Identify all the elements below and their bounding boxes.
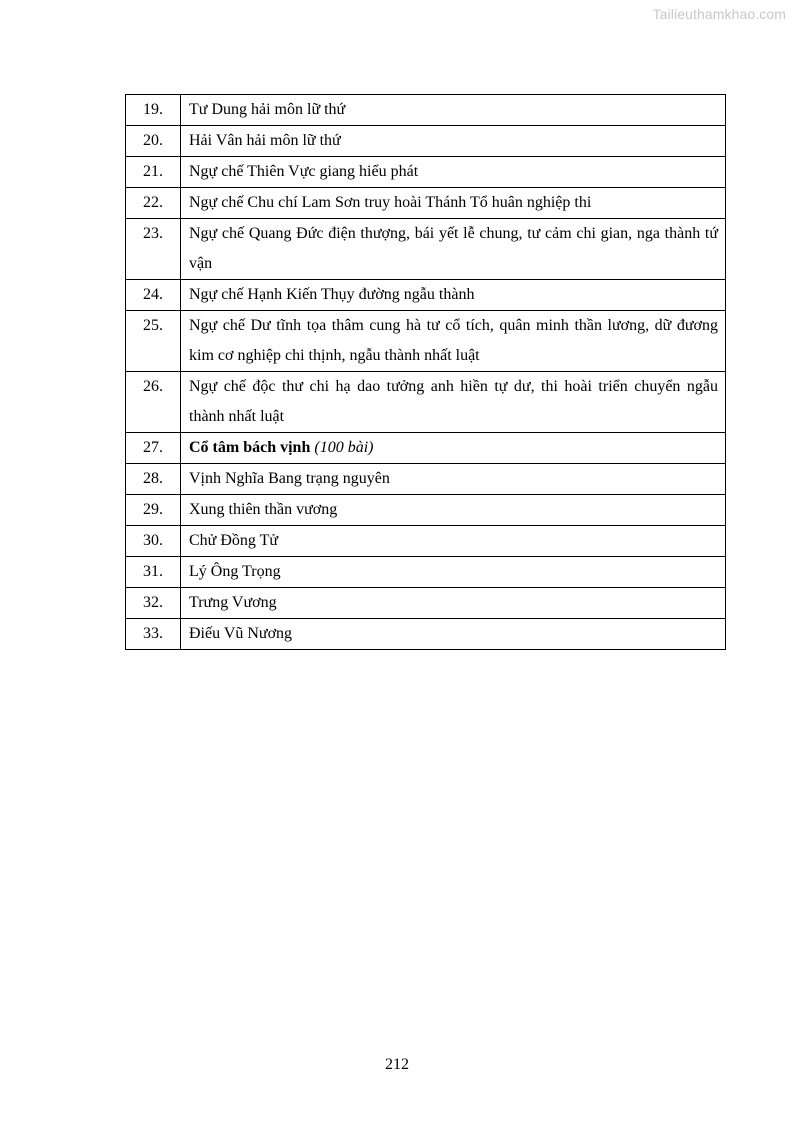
table-row xyxy=(126,126,726,157)
table-row xyxy=(126,188,726,219)
row-number: 32. xyxy=(126,588,181,619)
row-number: 22. xyxy=(126,188,181,219)
row-number: 30. xyxy=(126,526,181,557)
table-row xyxy=(126,95,726,126)
table-row xyxy=(126,433,726,464)
work-title: Trưng Vương xyxy=(181,588,726,619)
row-number: 24. xyxy=(126,280,181,311)
table-row xyxy=(126,219,726,280)
watermark-text: Tailieuthamkhao.com xyxy=(652,6,786,22)
table-row xyxy=(126,619,726,650)
row-number: 27. xyxy=(126,433,181,464)
page-number: 212 xyxy=(385,1056,409,1073)
work-title: Ngự chế Thiên Vực giang hiểu phát xyxy=(181,157,726,188)
table-row xyxy=(126,280,726,311)
row-number: 31. xyxy=(126,557,181,588)
row-number: 25. xyxy=(126,311,181,372)
table-row xyxy=(126,526,726,557)
section-note: (100 bài) xyxy=(314,439,374,456)
work-title: Ngự chế Quang Đức điện thượng, bái yết lễ chung, tư cảm chi gian, nga thành tứ vận xyxy=(181,219,726,280)
work-title: Chử Đồng Tử xyxy=(181,526,726,557)
work-title: Ngự chế Chu chí Lam Sơn truy hoài Thánh Tổ huân nghiệp thi xyxy=(181,188,726,219)
work-title: Xung thiên thần vương xyxy=(181,495,726,526)
table-row xyxy=(126,557,726,588)
row-number: 28. xyxy=(126,464,181,495)
work-title: Ngự chế độc thư chi hạ dao tưởng anh hiền tự dư, thi hoài triển chuyển ngẫu thành nhất luật xyxy=(181,372,726,433)
table-row xyxy=(126,372,726,433)
work-title xyxy=(181,433,726,464)
row-number: 23. xyxy=(126,219,181,280)
table-row xyxy=(126,588,726,619)
row-number: 20. xyxy=(126,126,181,157)
works-table xyxy=(125,94,726,650)
row-number: 26. xyxy=(126,372,181,433)
section-heading: Cổ tâm bách vịnh xyxy=(189,439,311,456)
row-number: 33. xyxy=(126,619,181,650)
work-title: Hải Vân hải môn lữ thứ xyxy=(181,126,726,157)
work-title: Ngự chế Hạnh Kiến Thụy đường ngẫu thành xyxy=(181,280,726,311)
row-number: 19. xyxy=(126,95,181,126)
table-row xyxy=(126,157,726,188)
work-title: Lý Ông Trọng xyxy=(181,557,726,588)
row-number: 21. xyxy=(126,157,181,188)
work-title: Ngự chế Dư tĩnh tọa thâm cung hà tư cổ tích, quân minh thần lương, dữ đương kim cơ nghiệp chi thịnh, ngẫu thành nhất luật xyxy=(181,311,726,372)
table-row xyxy=(126,495,726,526)
work-title: Tư Dung hải môn lữ thứ xyxy=(181,95,726,126)
table-row xyxy=(126,464,726,495)
work-title: Vịnh Nghĩa Bang trạng nguyên xyxy=(181,464,726,495)
work-title: Điếu Vũ Nương xyxy=(181,619,726,650)
table-row xyxy=(126,311,726,372)
row-number: 29. xyxy=(126,495,181,526)
